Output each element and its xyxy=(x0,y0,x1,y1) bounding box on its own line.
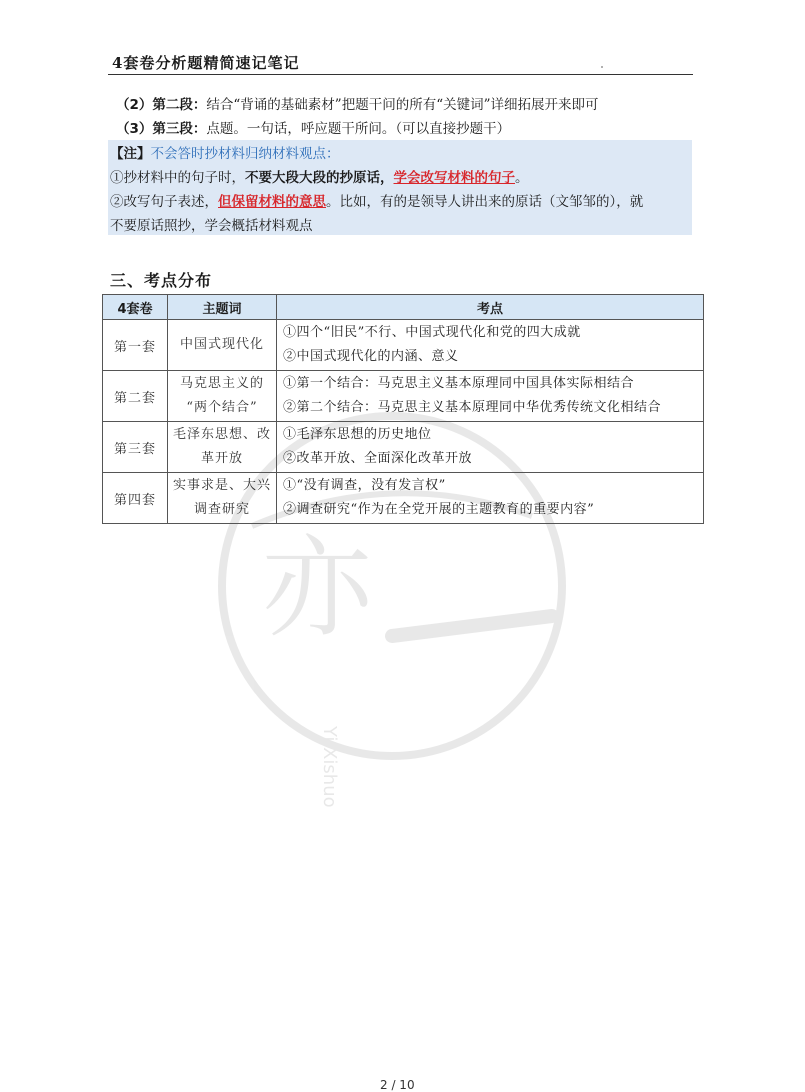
table-cell-topic xyxy=(168,320,277,371)
table-cell-topic xyxy=(168,371,277,422)
table-cell-points xyxy=(277,320,704,371)
point-item: ①毛泽东思想的历史地位 xyxy=(283,427,432,442)
table-row xyxy=(103,371,704,422)
table-cell-points xyxy=(277,473,704,524)
note-line-3: 不要原话照抄，学会概括材料观点 xyxy=(110,218,313,234)
point-item: ②第二个结合：马克思主义基本原理同中华优秀传统文化相结合 xyxy=(283,400,662,415)
table-cell-points xyxy=(277,422,704,473)
topic-line: 实事求是、大兴 xyxy=(172,478,271,493)
table-cell-set: 第四套 xyxy=(103,473,168,524)
para-second-section xyxy=(116,93,599,113)
table-header-topic: 主题词 xyxy=(168,295,277,320)
note-line1-part-c: 学会改写材料的句子 xyxy=(393,170,515,186)
note-line-1 xyxy=(110,166,529,186)
point-item: ①第一个结合：马克思主义基本原理同中国具体实际相结合 xyxy=(283,376,635,391)
svg-text:亦: 亦 xyxy=(262,524,372,652)
note-bracket: 【注】 xyxy=(110,146,151,162)
note-title-line xyxy=(110,142,340,162)
point-item: ②改革开放、全面深化改革开放 xyxy=(283,451,473,466)
note-title: 不会答时抄材料归纳材料观点： xyxy=(150,146,340,162)
point-item: ②调查研究“作为在全党开展的主题教育的重要内容” xyxy=(283,502,595,517)
table-cell-set: 第二套 xyxy=(103,371,168,422)
table-cell-topic xyxy=(168,473,277,524)
para3-text: 点题。一句话，呼应题干所问。（可以直接抄题干） xyxy=(206,121,511,137)
table-row xyxy=(103,473,704,524)
note-line2-part-a: ②改写句子表述， xyxy=(110,194,218,210)
topic-line: 调查研究 xyxy=(193,502,250,517)
topic-line: “两个结合” xyxy=(186,400,258,415)
svg-text:Yi Xishuo: Yi Xishuo xyxy=(319,726,340,808)
point-item: ②中国式现代化的内涵、意义 xyxy=(283,349,459,364)
topic-line: 中国式现代化 xyxy=(179,337,264,352)
point-item: ①四个“旧民”不行、中国式现代化和党的四大成就 xyxy=(283,325,581,340)
page-number: 2 / 10 xyxy=(380,1078,415,1092)
para2-text: 结合“背诵的基础素材”把题干问的所有“关键词”详细拓展开来即可 xyxy=(206,97,599,113)
topic-line: 马克思主义的 xyxy=(179,376,264,391)
table-cell-points xyxy=(277,371,704,422)
point-item: ①“没有调查，没有发言权” xyxy=(283,478,446,493)
table-cell-set: 第一套 xyxy=(103,320,168,371)
exam-points-table xyxy=(102,294,704,524)
para2-label: （2）第二段： xyxy=(116,97,207,113)
note-line1-part-a: ①抄材料中的句子时， xyxy=(110,170,245,186)
table-header-points: 考点 xyxy=(277,295,704,320)
note-line2-part-c: 。比如，有的是领导人讲出来的原话（文邹邹的），就 xyxy=(326,194,644,210)
note-line1-part-d: 。 xyxy=(515,170,529,186)
note-line-2 xyxy=(110,190,643,210)
table-cell-topic xyxy=(168,422,277,473)
table-header-row xyxy=(103,295,704,320)
table-cell-set: 第三套 xyxy=(103,422,168,473)
note-line2-part-b: 但保留材料的意思 xyxy=(218,194,326,210)
header-rule xyxy=(108,74,693,75)
topic-line: 革开放 xyxy=(200,451,243,466)
table-row xyxy=(103,320,704,371)
note-line1-part-b: 不要大段大段的抄原话， xyxy=(245,170,394,186)
topic-line: 毛泽东思想、改 xyxy=(172,427,271,442)
para-third-section xyxy=(116,117,510,137)
header-dot xyxy=(601,66,603,68)
table-header-set: 4套卷 xyxy=(103,295,168,320)
table-row xyxy=(103,422,704,473)
document-header-title: 4套卷分析题精简速记笔记 xyxy=(112,54,300,72)
section-heading: 三、考点分布 xyxy=(110,271,213,290)
para3-label: （3）第三段： xyxy=(116,121,207,137)
